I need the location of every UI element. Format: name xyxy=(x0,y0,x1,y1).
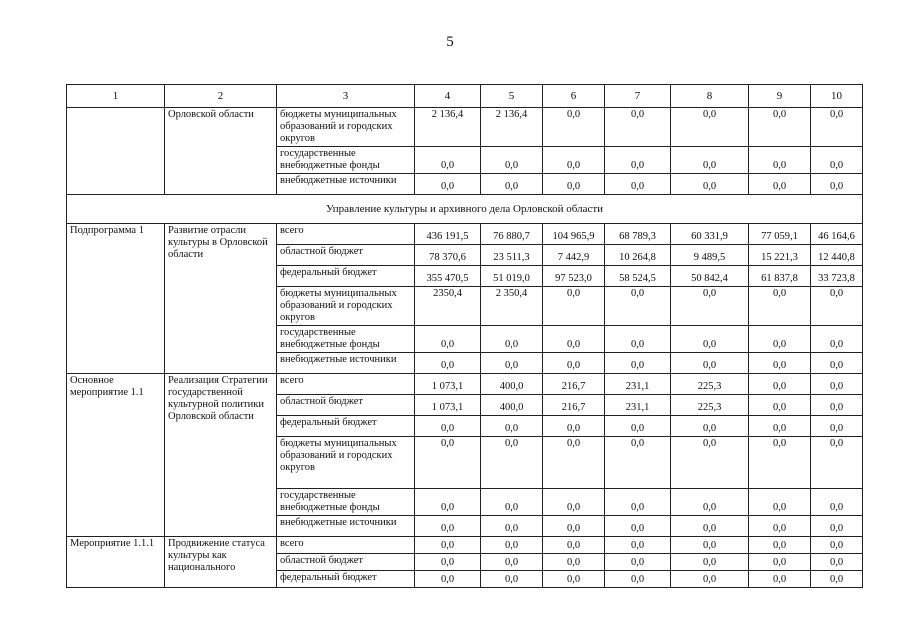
amount-cell: 0,0 xyxy=(811,571,863,588)
amount-cell: 0,0 xyxy=(415,353,481,374)
amount-cell: 0,0 xyxy=(605,571,671,588)
status-cell: Основное мероприятие 1.1 xyxy=(67,374,165,537)
budget-table xyxy=(66,84,863,588)
amount-cell: 0,0 xyxy=(671,437,749,489)
amount-cell: 2 136,4 xyxy=(415,108,481,147)
funding-source: областной бюджет xyxy=(277,554,415,571)
column-number: 8 xyxy=(671,85,749,108)
amount-cell: 0,0 xyxy=(749,147,811,174)
amount-cell: 0,0 xyxy=(671,516,749,537)
amount-cell: 0,0 xyxy=(543,554,605,571)
amount-cell: 50 842,4 xyxy=(671,266,749,287)
amount-cell: 0,0 xyxy=(811,416,863,437)
amount-cell: 12 440,8 xyxy=(811,245,863,266)
section-row xyxy=(67,195,863,224)
amount-cell: 0,0 xyxy=(749,353,811,374)
amount-cell: 0,0 xyxy=(671,353,749,374)
table-row xyxy=(67,224,863,245)
amount-cell: 58 524,5 xyxy=(605,266,671,287)
table-row xyxy=(67,537,863,554)
amount-cell: 0,0 xyxy=(543,416,605,437)
amount-cell: 0,0 xyxy=(543,516,605,537)
amount-cell: 0,0 xyxy=(749,108,811,147)
section-title: Управление культуры и архивного дела Орловской области xyxy=(67,195,863,224)
amount-cell: 231,1 xyxy=(605,374,671,395)
amount-cell: 0,0 xyxy=(749,437,811,489)
amount-cell: 0,0 xyxy=(543,437,605,489)
amount-cell: 0,0 xyxy=(749,174,811,195)
amount-cell: 15 221,3 xyxy=(749,245,811,266)
amount-cell: 0,0 xyxy=(415,437,481,489)
column-number: 7 xyxy=(605,85,671,108)
amount-cell: 355 470,5 xyxy=(415,266,481,287)
amount-cell: 0,0 xyxy=(749,571,811,588)
amount-cell: 0,0 xyxy=(671,537,749,554)
amount-cell: 0,0 xyxy=(671,287,749,326)
amount-cell: 68 789,3 xyxy=(605,224,671,245)
amount-cell: 225,3 xyxy=(671,374,749,395)
amount-cell: 0,0 xyxy=(543,571,605,588)
amount-cell: 0,0 xyxy=(811,287,863,326)
amount-cell: 0,0 xyxy=(671,174,749,195)
amount-cell: 0,0 xyxy=(481,353,543,374)
amount-cell: 0,0 xyxy=(605,516,671,537)
amount-cell: 400,0 xyxy=(481,395,543,416)
amount-cell: 0,0 xyxy=(481,537,543,554)
amount-cell: 10 264,8 xyxy=(605,245,671,266)
amount-cell: 2 350,4 xyxy=(481,287,543,326)
amount-cell: 0,0 xyxy=(749,554,811,571)
amount-cell: 0,0 xyxy=(543,174,605,195)
amount-cell: 46 164,6 xyxy=(811,224,863,245)
amount-cell: 0,0 xyxy=(671,416,749,437)
amount-cell: 0,0 xyxy=(605,147,671,174)
funding-source: всего xyxy=(277,537,415,554)
amount-cell: 0,0 xyxy=(605,174,671,195)
funding-source: всего xyxy=(277,224,415,245)
amount-cell: 400,0 xyxy=(481,374,543,395)
program-name: Развитие отрасли культуры в Орловской области xyxy=(165,224,277,374)
amount-cell: 0,0 xyxy=(811,108,863,147)
status-cell xyxy=(67,108,165,195)
funding-source: федеральный бюджет xyxy=(277,266,415,287)
amount-cell: 436 191,5 xyxy=(415,224,481,245)
column-number: 1 xyxy=(67,85,165,108)
amount-cell: 2 136,4 xyxy=(481,108,543,147)
amount-cell: 9 489,5 xyxy=(671,245,749,266)
funding-source: бюджеты муниципальных образований и городских округов xyxy=(277,437,415,489)
amount-cell: 0,0 xyxy=(811,537,863,554)
amount-cell: 0,0 xyxy=(811,489,863,516)
funding-source: внебюджетные источники xyxy=(277,174,415,195)
funding-source: государственные внебюджетные фонды xyxy=(277,489,415,516)
amount-cell: 77 059,1 xyxy=(749,224,811,245)
amount-cell: 0,0 xyxy=(605,489,671,516)
amount-cell: 0,0 xyxy=(543,353,605,374)
amount-cell: 0,0 xyxy=(481,147,543,174)
program-name: Орловской области xyxy=(165,108,277,195)
funding-source: областной бюджет xyxy=(277,395,415,416)
amount-cell: 0,0 xyxy=(749,537,811,554)
amount-cell: 0,0 xyxy=(415,516,481,537)
amount-cell: 0,0 xyxy=(605,437,671,489)
amount-cell: 97 523,0 xyxy=(543,266,605,287)
amount-cell: 0,0 xyxy=(671,108,749,147)
amount-cell: 0,0 xyxy=(671,489,749,516)
amount-cell: 0,0 xyxy=(415,554,481,571)
amount-cell: 2350,4 xyxy=(415,287,481,326)
amount-cell: 0,0 xyxy=(543,108,605,147)
column-number: 3 xyxy=(277,85,415,108)
amount-cell: 0,0 xyxy=(481,571,543,588)
amount-cell: 51 019,0 xyxy=(481,266,543,287)
amount-cell: 0,0 xyxy=(481,489,543,516)
amount-cell: 0,0 xyxy=(671,571,749,588)
amount-cell: 0,0 xyxy=(811,353,863,374)
amount-cell: 0,0 xyxy=(605,108,671,147)
amount-cell: 216,7 xyxy=(543,374,605,395)
funding-source: областной бюджет xyxy=(277,245,415,266)
amount-cell: 0,0 xyxy=(749,287,811,326)
amount-cell: 0,0 xyxy=(811,554,863,571)
column-number-row xyxy=(67,85,863,108)
amount-cell: 0,0 xyxy=(481,516,543,537)
amount-cell: 0,0 xyxy=(749,374,811,395)
amount-cell: 0,0 xyxy=(415,537,481,554)
amount-cell: 0,0 xyxy=(543,489,605,516)
amount-cell: 0,0 xyxy=(481,174,543,195)
status-cell: Подпрограмма 1 xyxy=(67,224,165,374)
amount-cell: 0,0 xyxy=(605,326,671,353)
program-name: Реализация Стратегии государственной культурной политики Орловской области xyxy=(165,374,277,537)
amount-cell: 0,0 xyxy=(543,537,605,554)
funding-source: федеральный бюджет xyxy=(277,416,415,437)
column-number: 9 xyxy=(749,85,811,108)
amount-cell: 78 370,6 xyxy=(415,245,481,266)
amount-cell: 0,0 xyxy=(605,416,671,437)
column-number: 6 xyxy=(543,85,605,108)
table-row xyxy=(67,108,863,147)
funding-source: внебюджетные источники xyxy=(277,516,415,537)
amount-cell: 33 723,8 xyxy=(811,266,863,287)
amount-cell: 231,1 xyxy=(605,395,671,416)
amount-cell: 23 511,3 xyxy=(481,245,543,266)
amount-cell: 0,0 xyxy=(543,326,605,353)
funding-source: внебюджетные источники xyxy=(277,353,415,374)
amount-cell: 61 837,8 xyxy=(749,266,811,287)
amount-cell: 0,0 xyxy=(811,395,863,416)
amount-cell: 0,0 xyxy=(481,326,543,353)
amount-cell: 0,0 xyxy=(415,326,481,353)
amount-cell: 0,0 xyxy=(415,489,481,516)
funding-source: федеральный бюджет xyxy=(277,571,415,588)
amount-cell: 0,0 xyxy=(605,554,671,571)
amount-cell: 0,0 xyxy=(543,287,605,326)
amount-cell: 60 331,9 xyxy=(671,224,749,245)
amount-cell: 0,0 xyxy=(605,537,671,554)
amount-cell: 0,0 xyxy=(811,437,863,489)
amount-cell: 216,7 xyxy=(543,395,605,416)
amount-cell: 0,0 xyxy=(415,571,481,588)
amount-cell: 0,0 xyxy=(415,416,481,437)
funding-source: всего xyxy=(277,374,415,395)
funding-source: государственные внебюджетные фонды xyxy=(277,147,415,174)
amount-cell: 0,0 xyxy=(605,353,671,374)
amount-cell: 0,0 xyxy=(481,416,543,437)
amount-cell: 0,0 xyxy=(749,489,811,516)
amount-cell: 0,0 xyxy=(749,395,811,416)
amount-cell: 0,0 xyxy=(811,174,863,195)
amount-cell: 0,0 xyxy=(605,287,671,326)
column-number: 10 xyxy=(811,85,863,108)
page-number: 5 xyxy=(446,34,454,50)
amount-cell: 0,0 xyxy=(811,374,863,395)
amount-cell: 1 073,1 xyxy=(415,374,481,395)
column-number: 5 xyxy=(481,85,543,108)
funding-source: бюджеты муниципальных образований и городских округов xyxy=(277,108,415,147)
column-number: 4 xyxy=(415,85,481,108)
amount-cell: 0,0 xyxy=(811,516,863,537)
amount-cell: 0,0 xyxy=(481,437,543,489)
program-name: Продвижение статуса культуры как национального xyxy=(165,537,277,588)
funding-source: государственные внебюджетные фонды xyxy=(277,326,415,353)
table-row xyxy=(67,374,863,395)
amount-cell: 0,0 xyxy=(415,174,481,195)
amount-cell: 0,0 xyxy=(543,147,605,174)
amount-cell: 104 965,9 xyxy=(543,224,605,245)
amount-cell: 225,3 xyxy=(671,395,749,416)
amount-cell: 1 073,1 xyxy=(415,395,481,416)
amount-cell: 0,0 xyxy=(671,326,749,353)
amount-cell: 76 880,7 xyxy=(481,224,543,245)
amount-cell: 0,0 xyxy=(811,326,863,353)
amount-cell: 7 442,9 xyxy=(543,245,605,266)
funding-source: бюджеты муниципальных образований и городских округов xyxy=(277,287,415,326)
amount-cell: 0,0 xyxy=(415,147,481,174)
amount-cell: 0,0 xyxy=(811,147,863,174)
amount-cell: 0,0 xyxy=(671,554,749,571)
amount-cell: 0,0 xyxy=(671,147,749,174)
amount-cell: 0,0 xyxy=(481,554,543,571)
amount-cell: 0,0 xyxy=(749,516,811,537)
amount-cell: 0,0 xyxy=(749,416,811,437)
amount-cell: 0,0 xyxy=(749,326,811,353)
status-cell: Мероприятие 1.1.1 xyxy=(67,537,165,588)
column-number: 2 xyxy=(165,85,277,108)
